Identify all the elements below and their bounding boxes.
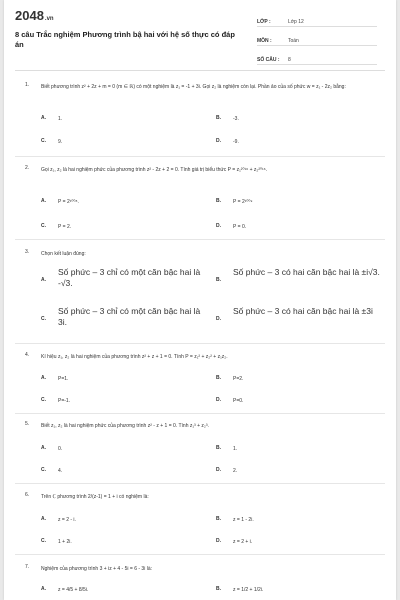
question-text: Trên ℂ phương trình 2/(z-1) = 1 + i có nghiệm là: [41, 494, 149, 500]
question-divider [15, 554, 385, 555]
option-c[interactable]: C. 4. [41, 467, 63, 474]
option-b[interactable]: B. Số phức – 3 có hai căn bậc hai là ±i√3. [216, 267, 380, 283]
option-d[interactable]: D. P=0. [216, 397, 244, 404]
question-text: Nghiệm của phương trình 3 + iz + 4 - 5i = 6 - 3i là: [41, 566, 152, 572]
option-b[interactable]: B. z = 1 - 2i. [216, 516, 254, 523]
question-divider [15, 413, 385, 414]
option-a[interactable]: A. P = 2¹⁰⁰⁸. [41, 198, 79, 205]
document-page: 2048.vn 8 câu Trắc nghiệm Phương trình bậ hai với hệ số thực có đáp án LỚP : Lớp 12 MÔN : Toán SỐ CÂU : 8 1. Biết phương trình z² + 2z + m = 0 (m ∈ ℝ) có một nghiệm là z₁ = -1 + 3i. Gọi z₂ là nghiệm còn lại. Phần ảo của số phức w = z₁ - 2z₂ bằng: A. 1. B. -3. C. 9. D. -9. 2. Gọi z₁, z₂ là hai nghiệm phức của phương trình z² - 2z + 2 = 0. Tính giá trị biểu thức P = z₁²⁰¹⁶ + z₂²⁰¹⁶. A. P = 2¹⁰⁰⁸. B. P = 2¹⁰⁰⁹ C. P = 2. D. P = 0. 3. Chọn kết luận đúng: A. Số phức – 3 chỉ có một căn bậc hai là -√3. B. Số phức – 3 có hai căn bậc hai là ±i√3. C. Số phức – 3 chỉ có một căn bậc hai là 3i. D. Số phức – 3 có hai căn bậc hai là ±3i 4. Kí hiệu z₁, z₂ là hai nghiệm của phương trình z² + z + 1 = 0. Tính P = z₁² + z₂² + z₁z₂. A. P=1. B. P=2. C. P=-1. D. P=0. 5. Biết z₁, z₂ là hai nghiệm phức của phương trình z² - z + 1 = 0. Tính z₁³ + z₂³. A. 0. B. 1. C. 4. D. 2. 6. Trên ℂ phương trình 2/(z-1) = 1 + i có nghiệm là: A. z = 2 - i. B. z = 1 - 2i. C. 1 + 2i. D. z = 2 + i. 7. Nghiệm của phương trình 3 + iz + 4 - 5i = 6 - 3i là: A. z = 4/5 + 8/5i. B. z = 1/2 + 1/2i. [4, 0, 396, 600]
question-divider [15, 343, 385, 344]
document-meta [257, 14, 377, 71]
option-b[interactable]: B. P=2. [216, 375, 244, 382]
question-text: Chọn kết luận đúng: [41, 251, 86, 257]
option-b[interactable]: B. P = 2¹⁰⁰⁹ [216, 198, 253, 205]
option-a[interactable]: A. 1. [41, 115, 63, 122]
option-a[interactable]: A. Số phức – 3 chỉ có một căn bậc hai là -√3. [41, 267, 201, 288]
question-divider [15, 239, 385, 240]
question-divider [15, 483, 385, 484]
question-text: Biết z₁, z₂ là hai nghiệm phức của phương trình z² - z + 1 = 0. Tính z₁³ + z₂³. [41, 423, 209, 429]
option-c[interactable]: C. P = 2. [41, 223, 72, 230]
question-text: Gọi z₁, z₂ là hai nghiệm phức của phương trình z² - 2z + 2 = 0. Tính giá trị biểu thức P = z₁²⁰¹⁶ + z₂²⁰¹⁶. [41, 167, 268, 173]
option-b[interactable]: B. 1. [216, 445, 238, 452]
question-divider [15, 156, 385, 157]
option-c[interactable]: C. 9. [41, 138, 63, 145]
option-a[interactable]: A. z = 2 - i. [41, 516, 76, 523]
option-d[interactable]: D. 2. [216, 467, 238, 474]
option-b[interactable]: B. z = 1/2 + 1/2i. [216, 586, 264, 593]
option-a[interactable]: A. 0. [41, 445, 63, 452]
question-text: Biết phương trình z² + 2z + m = 0 (m ∈ ℝ) có một nghiệm là z₁ = -1 + 3i. Gọi z₂ là nghiệm còn lại. Phần ảo của số phức w = z₁ - 2z₂ bằng: [41, 84, 346, 90]
option-d[interactable]: D. P = 0. [216, 223, 247, 230]
meta-row-count: SỐ CÂU : 8 [257, 52, 377, 65]
question-text: Kí hiệu z₁, z₂ là hai nghiệm của phương trình z² + z + 1 = 0. Tính P = z₁² + z₂² + z₁z₂. [41, 354, 228, 360]
option-b[interactable]: B. -3. [216, 115, 239, 122]
option-d[interactable]: D. Số phức – 3 có hai căn bậc hai là ±3i [216, 306, 373, 322]
option-c[interactable]: C. P=-1. [41, 397, 71, 404]
option-a[interactable]: A. P=1. [41, 375, 69, 382]
site-logo[interactable]: 2048.vn [15, 8, 54, 23]
option-a[interactable]: A. z = 4/5 + 8/5i. [41, 586, 89, 593]
option-c[interactable]: C. 1 + 2i. [41, 538, 72, 545]
document-title: 8 câu Trắc nghiệm Phương trình bậ hai với hệ số thực có đáp án [15, 30, 235, 49]
meta-row-class: LỚP : Lớp 12 [257, 14, 377, 27]
document-header [4, 0, 396, 70]
option-d[interactable]: D. z = 2 + i. [216, 538, 253, 545]
header-divider [15, 70, 385, 71]
option-d[interactable]: D. -9. [216, 138, 239, 145]
meta-row-subject: MÔN : Toán [257, 33, 377, 46]
option-c[interactable]: C. Số phức – 3 chỉ có một căn bậc hai là 3i. [41, 306, 201, 327]
